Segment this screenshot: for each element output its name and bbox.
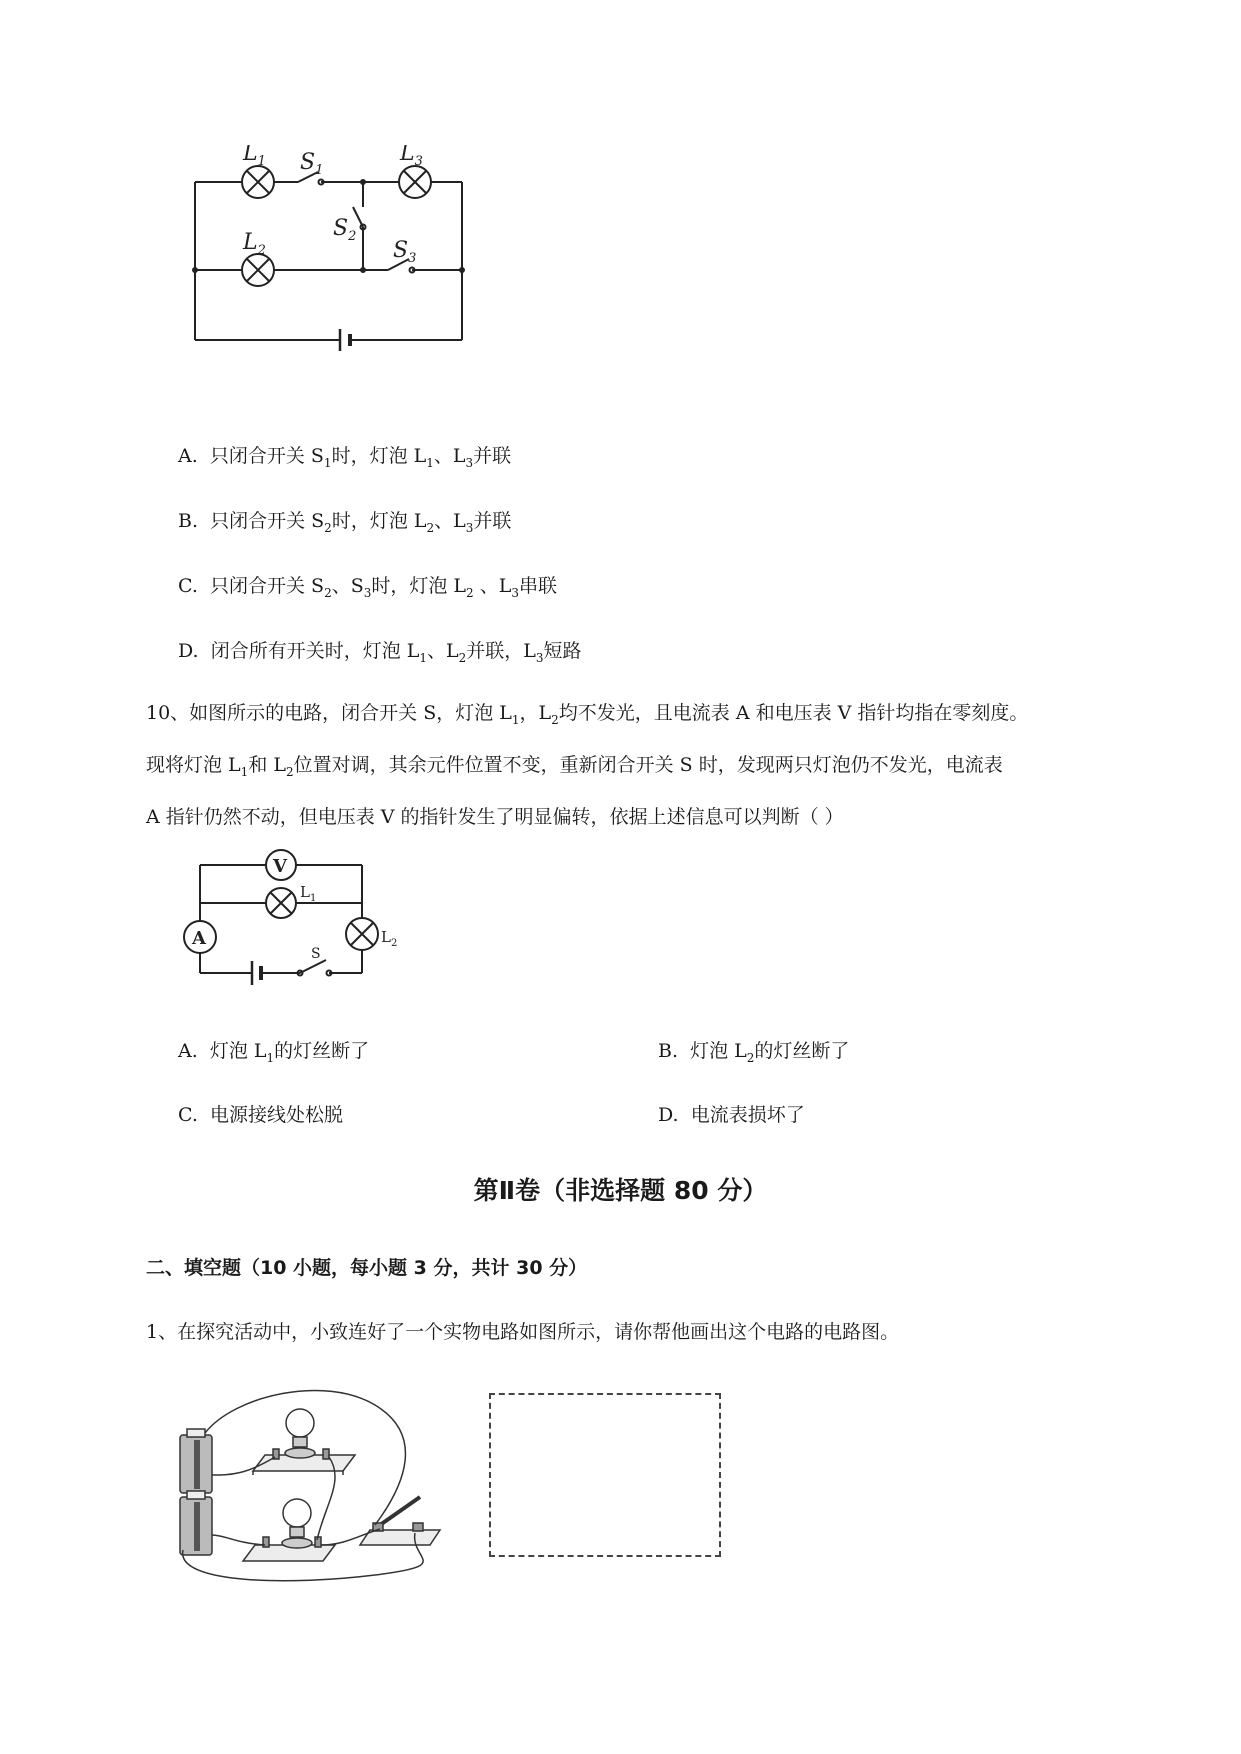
q10-label-s: S [311,946,321,962]
physical-circuit-illustration [175,1385,475,1585]
section-title: 第Ⅱ卷（非选择题 80 分） [473,1176,768,1205]
q10-line-2: 现将灯泡 $L_1$和 $L_2$位置对调，其余元件位置不变，重新闭合开关 S 时，发现两只灯泡仍不发光，电流表 [146,754,1003,779]
q9-label-l1: $L_1$ [243,145,266,169]
section-subtitle: 二、填空题（10 小题，每小题 3 分，共计 30 分） [146,1257,588,1279]
q10-label-l2: $L_2$ [381,928,398,949]
q9-label-s3: $S_3$ [393,238,417,266]
q10-line-3: A 指针仍然不动，但电压表 V 的指针发生了明显偏转，依据上述信息可以判断（ ） [146,806,844,828]
q9-label-s1: $S_1$ [300,150,324,178]
q10-option-d: D. 电流表损坏了 [658,1104,805,1126]
fill-question-1: 1、在探究活动中，小致连好了一个实物电路如图所示，请你帮他画出这个电路的电路图。 [146,1321,900,1343]
answer-drawing-box[interactable] [489,1393,721,1557]
q9-option-d: D. 闭合所有开关时，灯泡 $L_1$、$L_2$并联，$L_3$短路 [178,640,582,665]
q9-label-s2: $S_2$ [333,216,357,244]
q9-label-l2: $L_2$ [243,230,266,258]
q10-voltmeter-label: V [273,856,287,877]
q10-circuit-diagram [180,845,420,985]
q10-ammeter-label: A [192,928,206,949]
q9-option-b: B. 只闭合开关 $S_2$时，灯泡 $L_2$、$L_3$并联 [178,510,512,535]
q9-label-l3: $L_3$ [400,145,423,169]
q9-option-c: C. 只闭合开关 $S_2$、$S_3$时，灯泡 $L_2$ 、$L_3$串联 [178,575,558,600]
q10-question-text [146,696,1146,834]
q10-label-l1: $L_1$ [300,883,317,904]
q10-option-c: C. 电源接线处松脱 [178,1104,344,1126]
q10-option-b: B. 灯泡 $L_2$的灯丝断了 [658,1040,850,1065]
q9-option-a: A. 只闭合开关 $S_1$时，灯泡 $L_1$、$L_3$并联 [178,445,512,470]
q10-line-1: 10、如图所示的电路，闭合开关 S，灯泡 $L_1$，$L_2$均不发光，且电流表 A 和电压表 V 指针均指在零刻度。 [146,702,1029,727]
q9-circuit-diagram [180,145,480,400]
q10-option-a: A. 灯泡 $L_1$的灯丝断了 [178,1040,370,1065]
